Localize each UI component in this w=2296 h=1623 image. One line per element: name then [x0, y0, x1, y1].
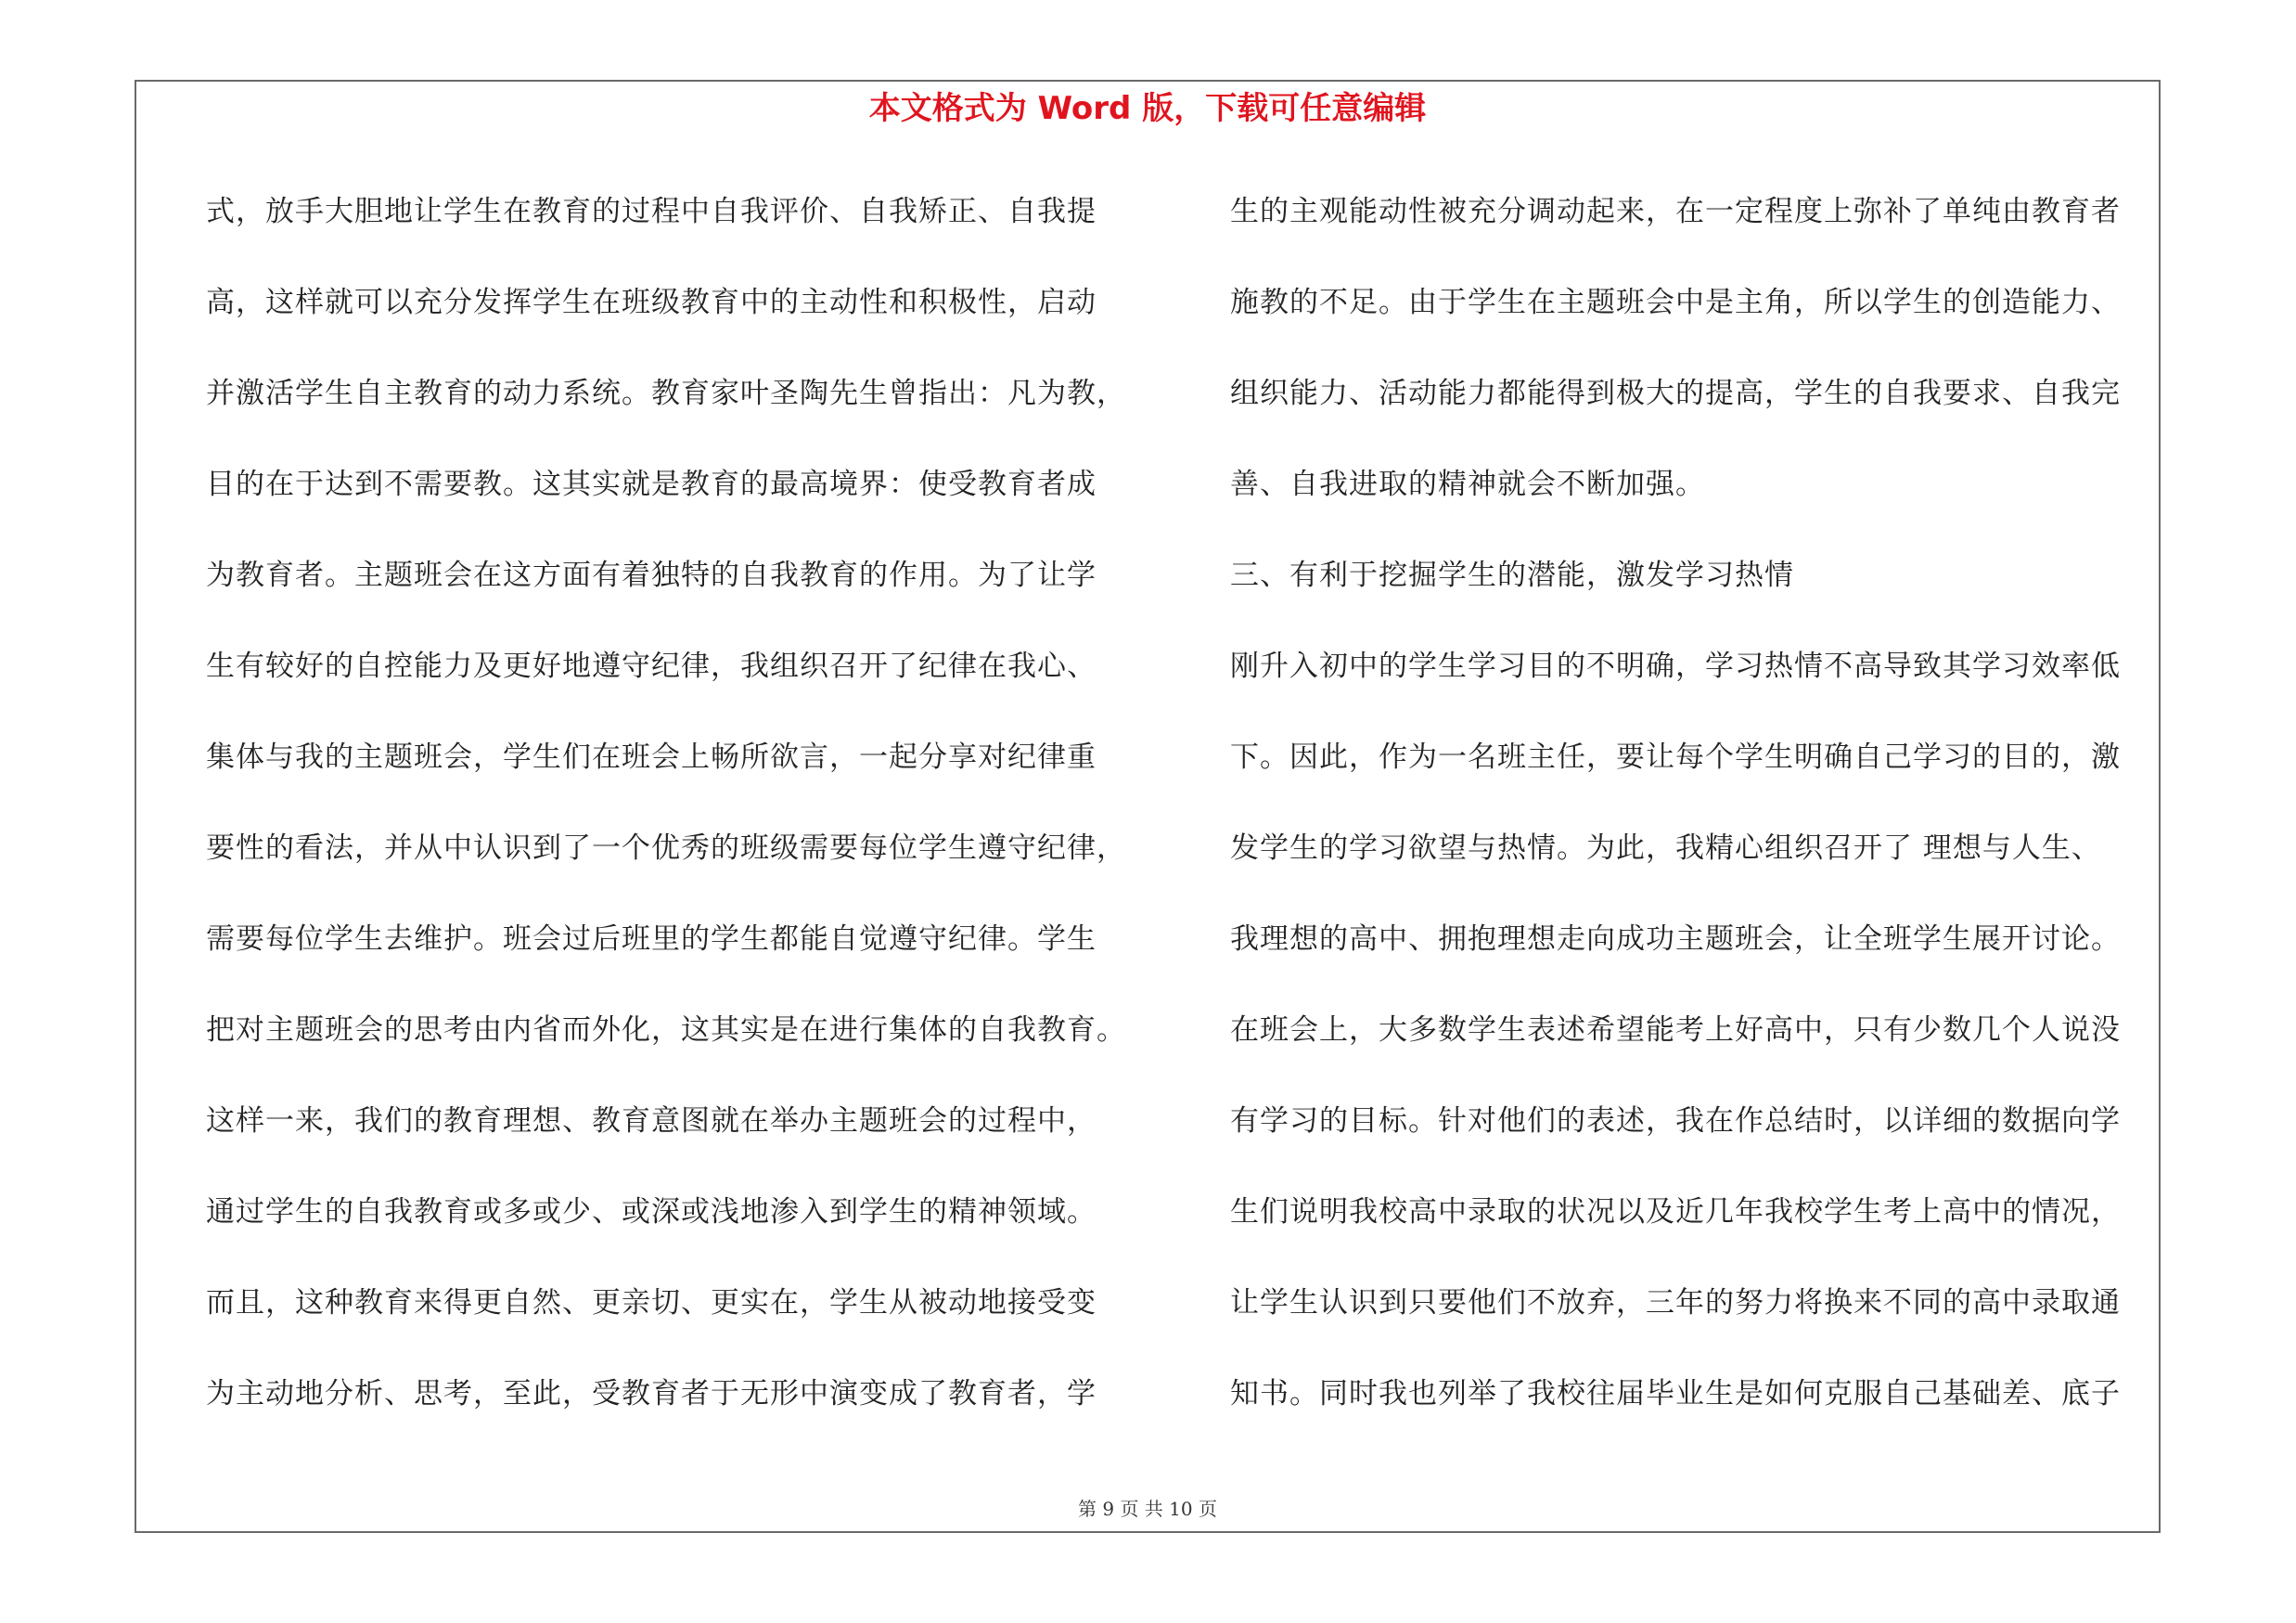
text-line: 为主动地分析、思考，至此，受教育者于无形中演变成了教育者，学	[206, 1377, 1097, 1410]
text-line: 把对主题班会的思考由内省而外化，这其实是在进行集体的自我教育。	[206, 1013, 1126, 1047]
text-line: 有学习的目标。针对他们的表述，我在作总结时，以详细的数据向学	[1230, 1104, 2121, 1138]
text-line: 需要每位学生去维护。班会过后班里的学生都能自觉遵守纪律。学生	[206, 922, 1097, 956]
text-line: 通过学生的自我教育或多或少、或深或浅地渗入到学生的精神领域。	[206, 1195, 1097, 1229]
text-line: 善、自我进取的精神就会不断加强。	[1230, 468, 1705, 501]
text-line: 式，放手大胆地让学生在教育的过程中自我评价、自我矫正、自我提	[206, 195, 1097, 228]
document-banner: 本文格式为 Word 版，下载可任意编辑	[868, 90, 1427, 127]
text-line: 要性的看法，并从中认识到了一个优秀的班级需要每位学生遵守纪律，	[206, 831, 1126, 865]
text-line: 知书。同时我也列举了我校往届毕业生是如何克服自己基础差、底子	[1230, 1377, 2121, 1410]
text-line: 生有较好的自控能力及更好地遵守纪律，我组织召开了纪律在我心、	[206, 650, 1097, 683]
text-line: 下。因此，作为一名班主任，要让每个学生明确自己学习的目的，激	[1230, 741, 2121, 774]
text-line: 施教的不足。由于学生在主题班会中是主角，所以学生的创造能力、	[1230, 286, 2121, 319]
page-number: 第 9 页 共 10 页	[1078, 1498, 1217, 1520]
right-text-column	[1230, 186, 2167, 1459]
text-line: 生们说明我校高中录取的状况以及近几年我校学生考上高中的情况，	[1230, 1195, 2121, 1229]
text-line: 目的在于达到不需要教。这其实就是教育的最高境界：使受教育者成	[206, 468, 1097, 501]
text-line: 在班会上，大多数学生表述希望能考上好高中，只有少数几个人说没	[1230, 1013, 2121, 1047]
text-line: 这样一来，我们的教育理想、教育意图就在举办主题班会的过程中，	[206, 1104, 1097, 1138]
text-line: 而且，这种教育来得更自然、更亲切、更实在，学生从被动地接受变	[206, 1286, 1097, 1320]
text-line: 组织能力、活动能力都能得到极大的提高，学生的自我要求、自我完	[1230, 377, 2121, 410]
text-line: 高，这样就可以充分发挥学生在班级教育中的主动性和积极性，启动	[206, 286, 1097, 319]
text-line: 发学生的学习欲望与热情。为此，我精心组织召开了 理想与人生、	[1230, 831, 2101, 865]
text-line: 让学生认识到只要他们不放弃，三年的努力将换来不同的高中录取通	[1230, 1286, 2121, 1320]
text-line: 为教育者。主题班会在这方面有着独特的自我教育的作用。为了让学	[206, 559, 1097, 592]
text-line: 集体与我的主题班会，学生们在班会上畅所欲言，一起分享对纪律重	[206, 741, 1097, 774]
text-line: 我理想的高中、拥抱理想走向成功主题班会，让全班学生展开讨论。	[1230, 922, 2121, 956]
section-heading: 三、有利于挖掘学生的潜能，激发学习热情	[1230, 559, 1794, 592]
text-line: 刚升入初中的学生学习目的不明确，学习热情不高导致其学习效率低	[1230, 650, 2121, 683]
text-line: 生的主观能动性被充分调动起来，在一定程度上弥补了单纯由教育者	[1230, 195, 2121, 228]
text-line: 并激活学生自主教育的动力系统。教育家叶圣陶先生曾指出：凡为教，	[206, 377, 1126, 410]
left-text-column	[206, 186, 1152, 1459]
